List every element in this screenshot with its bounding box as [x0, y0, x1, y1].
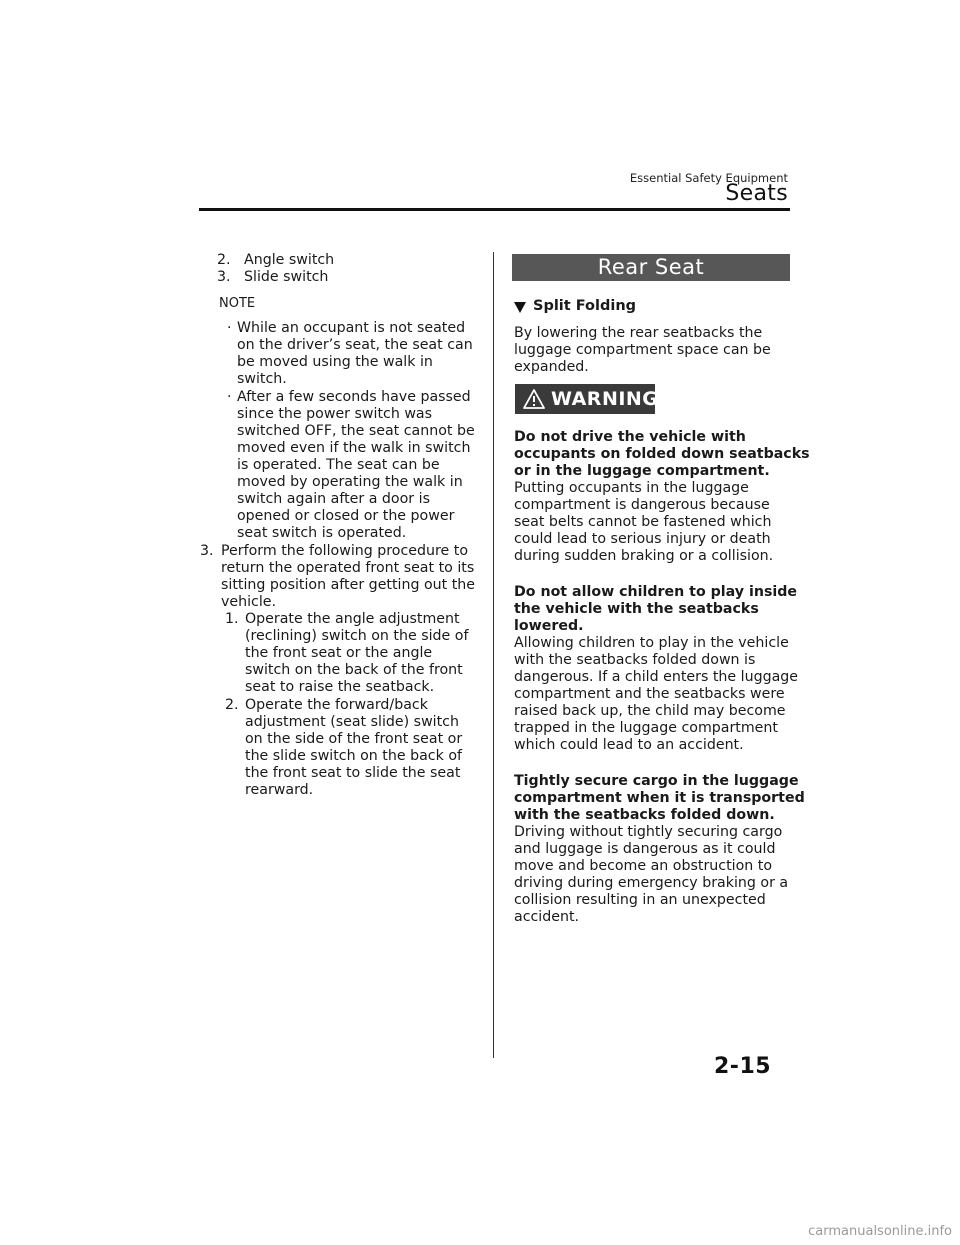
text-line: accident. [514, 909, 580, 925]
text-line: switch on the back of the front [245, 662, 463, 678]
text-line: Driving without tightly securing cargo [514, 824, 783, 840]
warning-badge [515, 384, 659, 414]
substep-number: 2. [225, 697, 239, 713]
text-line: moved even if the walk in switch [237, 440, 471, 456]
text-line: which could lead to an accident. [514, 737, 744, 753]
warning-heading-line: lowered. [514, 618, 584, 634]
list-text: Angle switch [244, 252, 335, 268]
subsection-title: Split Folding [533, 298, 637, 314]
text-line: moved by operating the walk in [237, 474, 463, 490]
text-line: While an occupant is not seated [237, 320, 466, 336]
text-line: move and become an obstruction to [514, 858, 773, 874]
text-line: trapped in the luggage compartment [514, 720, 778, 736]
text-line: switch. [237, 371, 287, 387]
note-bullet-dot: · [227, 320, 232, 336]
note-label: NOTE [219, 296, 256, 311]
text-line: compartment is dangerous because [514, 497, 770, 513]
text-line: Putting occupants in the luggage [514, 480, 749, 496]
text-line: switch again after a door is [237, 491, 430, 507]
text-line: adjustment (seat slide) switch [245, 714, 459, 730]
text-line: the front seat to slide the seat [245, 765, 461, 781]
warning-heading-line: compartment when it is transported [514, 790, 805, 806]
text-line: since the power switch was [237, 406, 433, 422]
text-line: could lead to serious injury or death [514, 531, 771, 547]
text-line: sitting position after getting out the [221, 577, 476, 593]
text-line: After a few seconds have passed [237, 389, 471, 405]
text-line: compartment and the seatbacks were [514, 686, 785, 702]
text-line: collision resulting in an unexpected [514, 892, 766, 908]
text-line: return the operated front seat to its [221, 560, 475, 576]
text-line: rearward. [245, 782, 314, 798]
warning-heading-line: Do not allow children to play inside [514, 584, 798, 600]
text-line: raised back up, the child may become [514, 703, 786, 719]
text-line: and luggage is dangerous as it could [514, 841, 776, 857]
triangle-down-icon [514, 302, 526, 313]
list-text: Slide switch [244, 269, 329, 285]
text-line: the front seat or the angle [245, 645, 433, 661]
text-line: vehicle. [221, 594, 277, 610]
text-line: Perform the following procedure to [221, 543, 469, 559]
text-line: on the side of the front seat or [245, 731, 463, 747]
text-line: seat to raise the seatback. [245, 679, 435, 695]
text-line: be moved using the walk in [237, 354, 433, 370]
text-line: expanded. [514, 359, 589, 375]
text-line: seat switch is operated. [237, 525, 407, 541]
warning-heading-line: or in the luggage compartment. [514, 463, 770, 479]
text-line: driving during emergency braking or a [514, 875, 789, 891]
list-number: 2. [217, 252, 231, 268]
text-line: (reclining) switch on the side of [245, 628, 469, 644]
warning-label: WARNING [551, 388, 659, 410]
text-line: Allowing children to play in the vehicle [514, 635, 789, 651]
text-line: seat belts cannot be fastened which [514, 514, 772, 530]
section-title-banner: Rear Seat [512, 254, 790, 281]
list-number: 3. [217, 269, 231, 285]
column-divider [493, 252, 494, 1058]
list-item-slide-switch [217, 269, 329, 286]
warning-heading-line: occupants on folded down seatbacks [514, 446, 810, 462]
list-item-angle-switch [217, 252, 335, 269]
text-line: Operate the angle adjustment [245, 611, 460, 627]
text-line: luggage compartment space can be [514, 342, 771, 358]
text-line: on the driver’s seat, the seat can [237, 337, 473, 353]
step-number: 3. [200, 543, 214, 559]
substep-number: 1. [225, 611, 239, 627]
page-number: 2-15 [714, 1054, 772, 1079]
warning-heading-line: Do not drive the vehicle with [514, 429, 746, 445]
watermark-link[interactable]: carmanualsonline.info [808, 1224, 952, 1239]
warning-heading-line: the vehicle with the seatbacks [514, 601, 759, 617]
text-line: Operate the forward/back [245, 697, 428, 713]
text-line: switched OFF, the seat cannot be [237, 423, 475, 439]
text-line: opened or closed or the power [237, 508, 455, 524]
text-line: with the seatbacks folded down is [514, 652, 756, 668]
header-rule [199, 208, 790, 211]
text-line: By lowering the rear seatbacks the [514, 325, 763, 341]
text-line: the slide switch on the back of [245, 748, 462, 764]
warning-heading-line: with the seatbacks folded down. [514, 807, 775, 823]
text-line: is operated. The seat can be [237, 457, 440, 473]
warning-triangle-icon [523, 389, 545, 409]
warning-heading-line: Tightly secure cargo in the luggage [514, 773, 799, 789]
text-line: during sudden braking or a collision. [514, 548, 774, 564]
header-section-name: Essential Safety Equipment [629, 171, 788, 185]
header-chapter-title: Seats [725, 181, 788, 206]
text-line: dangerous. If a child enters the luggage [514, 669, 799, 685]
note-bullet-dot: · [227, 389, 232, 405]
